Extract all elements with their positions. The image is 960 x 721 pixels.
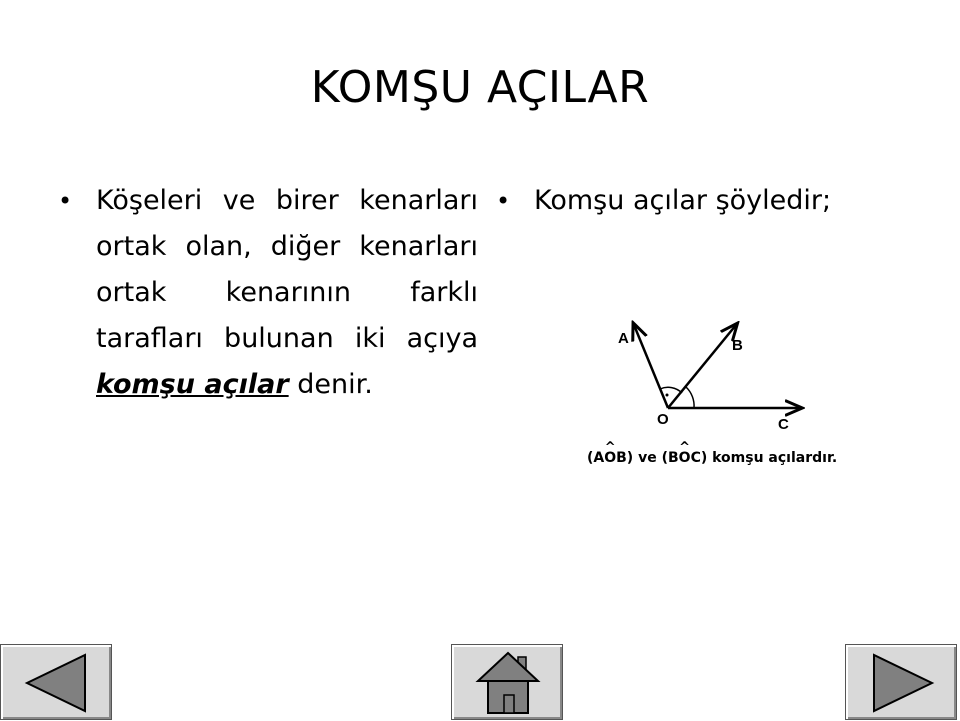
example-text: Komşu açılar şöyledir; bbox=[534, 185, 832, 216]
example-bullet bbox=[496, 178, 916, 224]
angle-dot bbox=[666, 394, 669, 397]
ray-oa bbox=[634, 325, 668, 408]
caption-part: B) ve (B bbox=[616, 450, 679, 466]
prev-slide-button[interactable] bbox=[0, 644, 112, 720]
label-c: C bbox=[778, 416, 789, 433]
right-column bbox=[496, 178, 916, 224]
definition-end: denir. bbox=[288, 369, 373, 400]
definition-text: Köşeleri ve birer kenarları ortak olan, diğer kenarları ortak kenarının farklı tarafları bulunan iki açıya bbox=[96, 185, 478, 354]
house-icon bbox=[452, 645, 564, 721]
angle-vertex-o2: ^ O bbox=[679, 450, 691, 466]
angle-vertex-o1: ^ O bbox=[604, 450, 616, 466]
triangle-left-icon bbox=[1, 645, 113, 721]
definition-bullet bbox=[58, 178, 478, 408]
label-b: B bbox=[732, 337, 743, 354]
next-slide-button[interactable] bbox=[845, 644, 957, 720]
home-button[interactable] bbox=[451, 644, 563, 720]
key-term: komşu açılar bbox=[96, 369, 289, 400]
ray-ob bbox=[668, 325, 736, 408]
diagram-caption bbox=[587, 450, 877, 466]
angle-arc-aob bbox=[660, 387, 682, 393]
caption-part: C) komşu açılardır. bbox=[690, 450, 838, 466]
caption-part: (A bbox=[587, 450, 605, 466]
label-a: A bbox=[618, 330, 629, 347]
page-title: KOMŞU AÇILAR bbox=[310, 62, 650, 113]
label-o: O bbox=[657, 411, 669, 428]
triangle-right-icon bbox=[846, 645, 958, 721]
angle-arc-boc bbox=[686, 387, 694, 408]
left-column bbox=[58, 178, 478, 408]
